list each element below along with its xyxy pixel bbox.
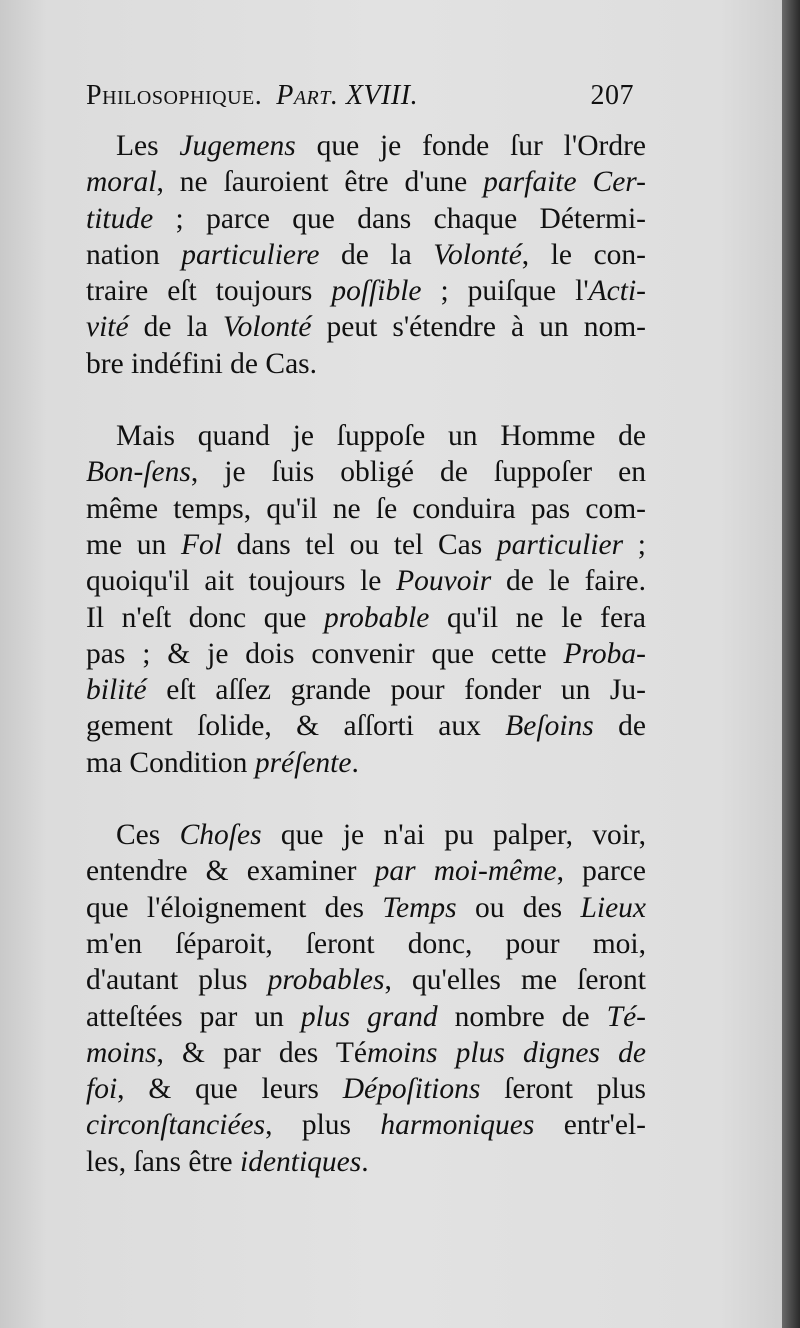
text-line: Ces Choſes que je n'ai pu palper, voir,: [116, 819, 647, 852]
running-header: [86, 80, 634, 112]
text-line: entendre & examiner par moi-même, parce: [86, 855, 646, 888]
paragraph: [86, 418, 646, 781]
text-line: ma Condition préſente.: [86, 746, 359, 779]
part-number: Part. XVIII.: [276, 80, 419, 111]
text-line: Bon-ſens, je ſuis obligé de ſuppoſer en: [86, 456, 646, 489]
page-number: 207: [590, 80, 634, 111]
text-line: circonſtanciées, plus harmoniques entr'el-: [86, 1109, 646, 1142]
text-line: pas ; & je dois convenir que cette Proba-: [86, 637, 646, 670]
text-line: atteſtées par un plus grand nombre de Té-: [86, 1000, 646, 1033]
running-title: Philosophique.: [86, 80, 263, 111]
text-line: que l'éloignement des Temps ou des Lieux: [86, 891, 647, 924]
text-body: [86, 128, 646, 1180]
text-line: titude ; parce que dans chaque Détermi-: [86, 202, 646, 235]
text-line: foi, & que leurs Dépoſitions ſeront plus: [86, 1073, 646, 1106]
text-line: gement ſolide, & aſſorti aux Beſoins de: [86, 710, 646, 743]
text-line: bre indéfini de Cas.: [86, 347, 318, 380]
page-edge: [782, 0, 800, 1328]
text-line: bilité eſt aſſez grande pour fonder un Ju-: [86, 674, 646, 707]
text-line: vité de la Volonté peut s'étendre à un nom-: [86, 311, 646, 344]
text-line: d'autant plus probables, qu'elles me ſeront: [86, 964, 646, 997]
text-line: m'en ſéparoit, ſeront donc, pour moi,: [86, 927, 646, 960]
text-line: moral, ne ſauroient être d'une parfaite Cer-: [86, 166, 646, 199]
paragraph: [86, 128, 646, 382]
text-line: me un Fol dans tel ou tel Cas particulier ;: [86, 528, 647, 561]
text-line: les, ſans être identiques.: [86, 1145, 369, 1178]
paragraph: [86, 817, 646, 1180]
text-line: moins, & par des Témoins plus dignes de: [86, 1036, 646, 1069]
text-line: Les Jugemens que je fonde ſur l'Ordre: [116, 130, 646, 162]
text-line: traire eſt toujours poſſible ; puiſque l'Acti-: [86, 275, 646, 308]
text-line: quoiqu'il ait toujours le Pouvoir de le faire.: [86, 565, 647, 598]
text-line: Il n'eſt donc que probable qu'il ne le fera: [86, 601, 646, 634]
text-line: nation particuliere de la Volonté, le con-: [86, 238, 646, 271]
text-line: Mais quand je ſuppoſe un Homme de: [116, 420, 646, 453]
text-line: même temps, qu'il ne ſe conduira pas com-: [86, 492, 646, 525]
